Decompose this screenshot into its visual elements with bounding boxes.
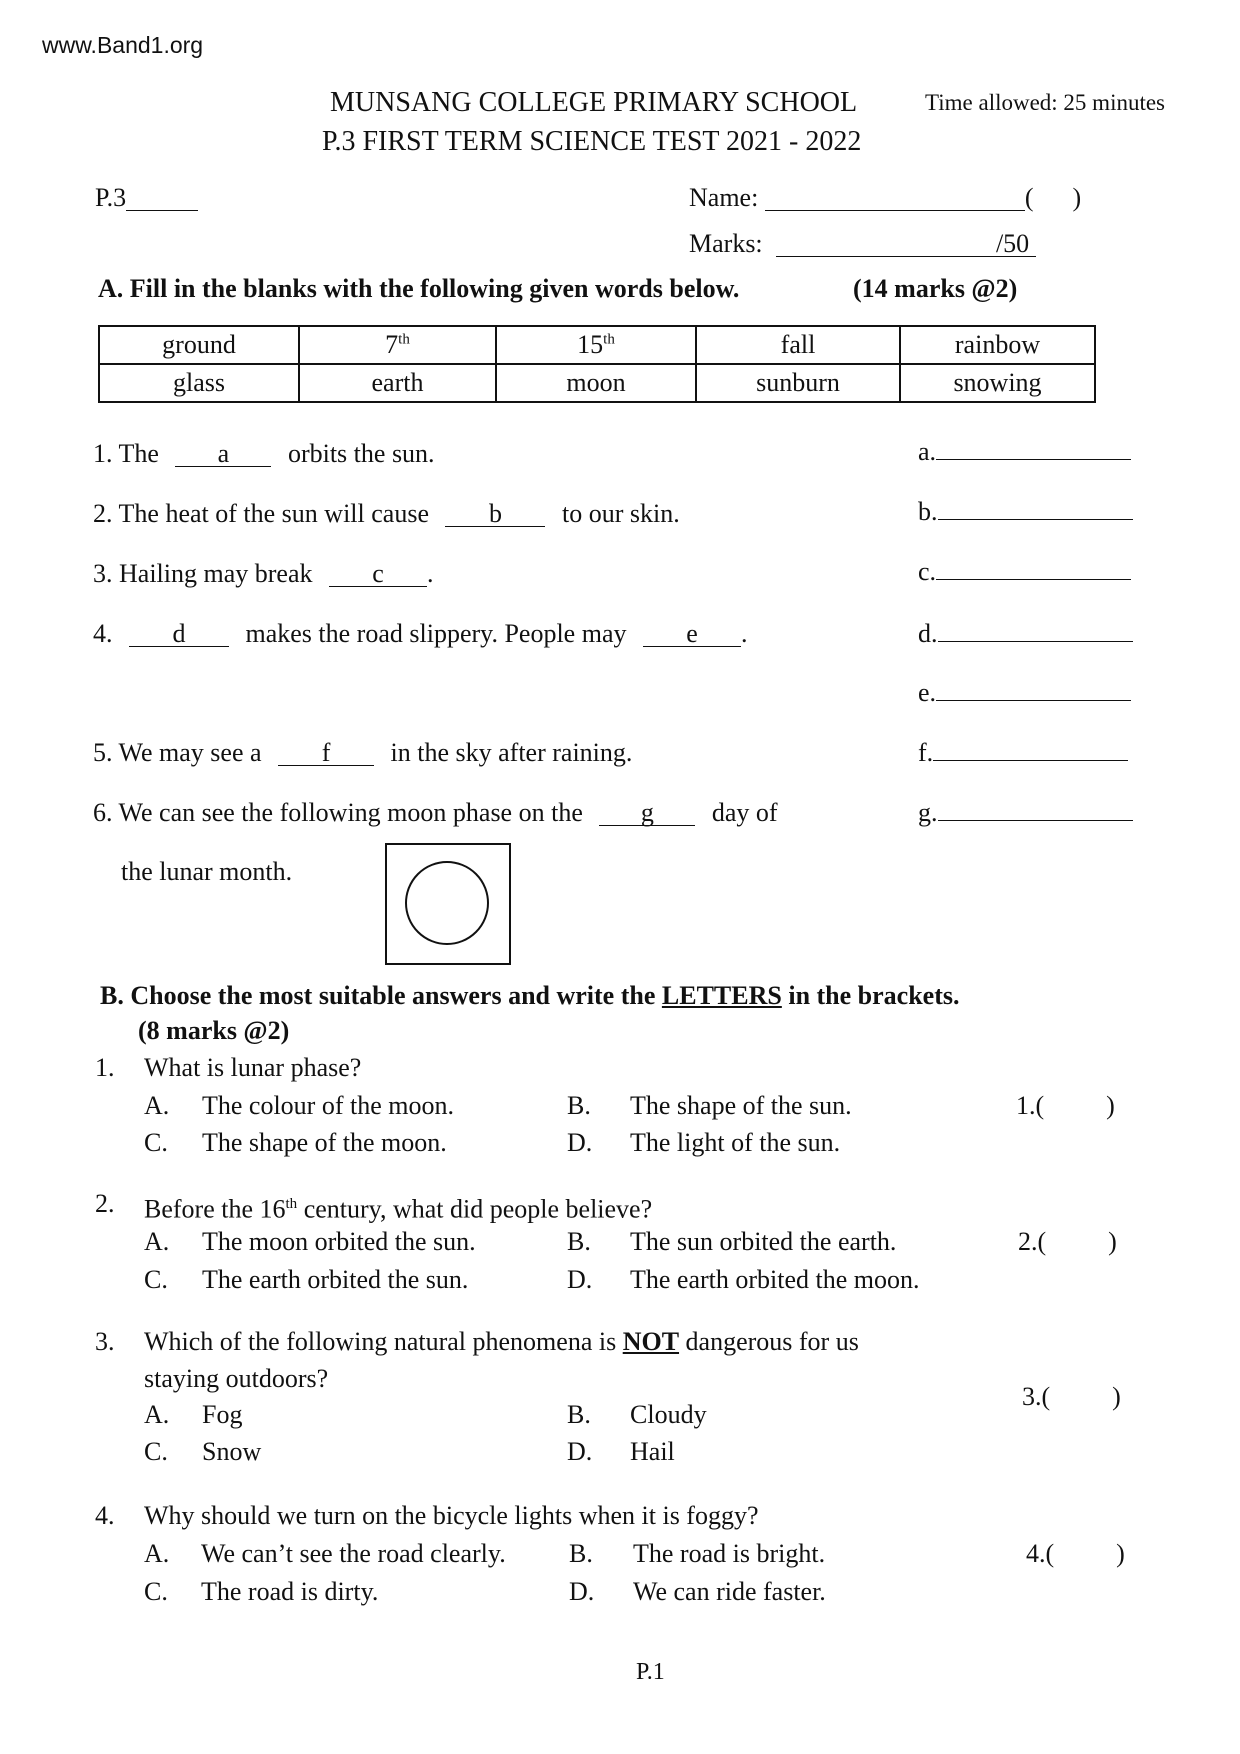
word: 15th [496,326,696,364]
option-letter: C. [144,1577,168,1606]
question-text: What is lunar phase? [144,1053,362,1082]
option-letter: D. [569,1577,595,1606]
school-name: MUNSANG COLLEGE PRIMARY SCHOOL [330,87,858,118]
option-c: The road is dirty. [201,1577,379,1606]
option-letter: D. [567,1437,593,1466]
option-letter: B. [569,1539,593,1568]
option-d: Hail [630,1437,675,1466]
word-bank [98,325,1096,403]
word: fall [696,326,900,364]
answer-bracket-4[interactable]: 4.( ) [1026,1539,1125,1568]
option-d: We can ride faster. [633,1577,826,1606]
option-c: The shape of the moon. [202,1128,447,1157]
time-allowed: Time allowed: 25 minutes [925,90,1166,115]
section-b-heading: B. Choose the most suitable answers and write the LETTERS in the brackets. [100,981,960,1010]
marks-total: /50 [995,229,1030,258]
marks-field [689,229,1036,259]
answer-bracket-2[interactable]: 2.( ) [1018,1227,1117,1256]
question-number: 2. [95,1189,115,1218]
question-number: 1. [95,1053,115,1082]
option-letter: B. [567,1091,591,1120]
answer-line-f[interactable]: f. [918,738,1128,768]
question-text: Why should we turn on the bicycle lights when it is foggy? [144,1501,759,1530]
moon-phase-box [385,843,511,965]
marks-label: Marks: [689,229,763,258]
word: ground [99,326,299,364]
answer-line-g[interactable]: g. [918,798,1133,828]
option-c: Snow [202,1437,262,1466]
option-letter: A. [144,1400,170,1429]
option-letter: B. [567,1400,591,1429]
option-a: The moon orbited the sun. [202,1227,476,1256]
word: 7th [299,326,496,364]
class-label: P.3 [95,183,127,212]
question-a4: 4. d makes the road slippery. People may e . [93,619,748,648]
word: sunburn [696,364,900,402]
question-text: Which of the following natural phenomena is NOT dangerous for us [144,1327,859,1356]
option-b: The road is bright. [633,1539,826,1568]
word: earth [299,364,496,402]
option-letter: D. [567,1265,593,1294]
page-number: P.1 [636,1659,665,1685]
question-a2: 2. The heat of the sun will cause b to our skin. [93,499,680,528]
question-a5: 5. We may see a f in the sky after raining. [93,738,633,767]
answer-bracket-1[interactable]: 1.( ) [1016,1091,1115,1120]
option-letter: A. [144,1091,170,1120]
section-a-heading: A. Fill in the blanks with the following given words below. [98,274,740,303]
option-letter: A. [144,1539,170,1568]
watermark: www.Band1.org [42,32,204,58]
option-b: The shape of the sun. [630,1091,852,1120]
question-a6: 6. We can see the following moon phase on the g day of [93,798,778,827]
test-title: P.3 FIRST TERM SCIENCE TEST 2021 - 2022 [322,126,862,157]
answer-line-d[interactable]: d. [918,619,1133,649]
option-c: The earth orbited the sun. [202,1265,469,1294]
name-label: Name: [689,183,759,212]
option-letter: D. [567,1128,593,1157]
word: moon [496,364,696,402]
question-text: Before the 16th century, what did people believe? [144,1194,653,1224]
answer-line-a[interactable]: a. [918,437,1131,467]
question-number: 3. [95,1327,115,1356]
option-a: We can’t see the road clearly. [201,1539,506,1568]
question-text-line2: staying outdoors? [144,1364,329,1393]
option-a: Fog [202,1400,243,1429]
option-b: The sun orbited the earth. [630,1227,897,1256]
question-a1: 1. The a orbits the sun. [93,439,435,468]
word: snowing [900,364,1095,402]
section-a-marks: (14 marks @2) [853,274,1018,303]
option-letter: B. [567,1227,591,1256]
option-letter: C. [144,1437,168,1466]
option-letter: A. [144,1227,170,1256]
option-d: The earth orbited the moon. [630,1265,920,1294]
option-letter: C. [144,1265,168,1294]
answer-line-e[interactable]: e. [918,678,1131,708]
option-a: The colour of the moon. [202,1091,454,1120]
question-number: 4. [95,1501,115,1530]
question-a3: 3. Hailing may break c . [93,559,434,588]
class-field[interactable] [95,183,198,213]
section-b-marks: (8 marks @2) [138,1016,290,1045]
answer-line-b[interactable]: b. [918,497,1133,527]
answer-bracket-3[interactable]: 3.( ) [1022,1382,1121,1411]
word: glass [99,364,299,402]
answer-line-c[interactable]: c. [918,557,1131,587]
option-b: Cloudy [630,1400,707,1429]
question-a6-line2: the lunar month. [121,857,293,886]
class-number-brackets: ( ) [1024,183,1082,212]
option-d: The light of the sun. [630,1128,841,1157]
full-moon-icon [405,861,489,945]
word: rainbow [900,326,1095,364]
name-field[interactable] [689,183,1081,213]
option-letter: C. [144,1128,168,1157]
